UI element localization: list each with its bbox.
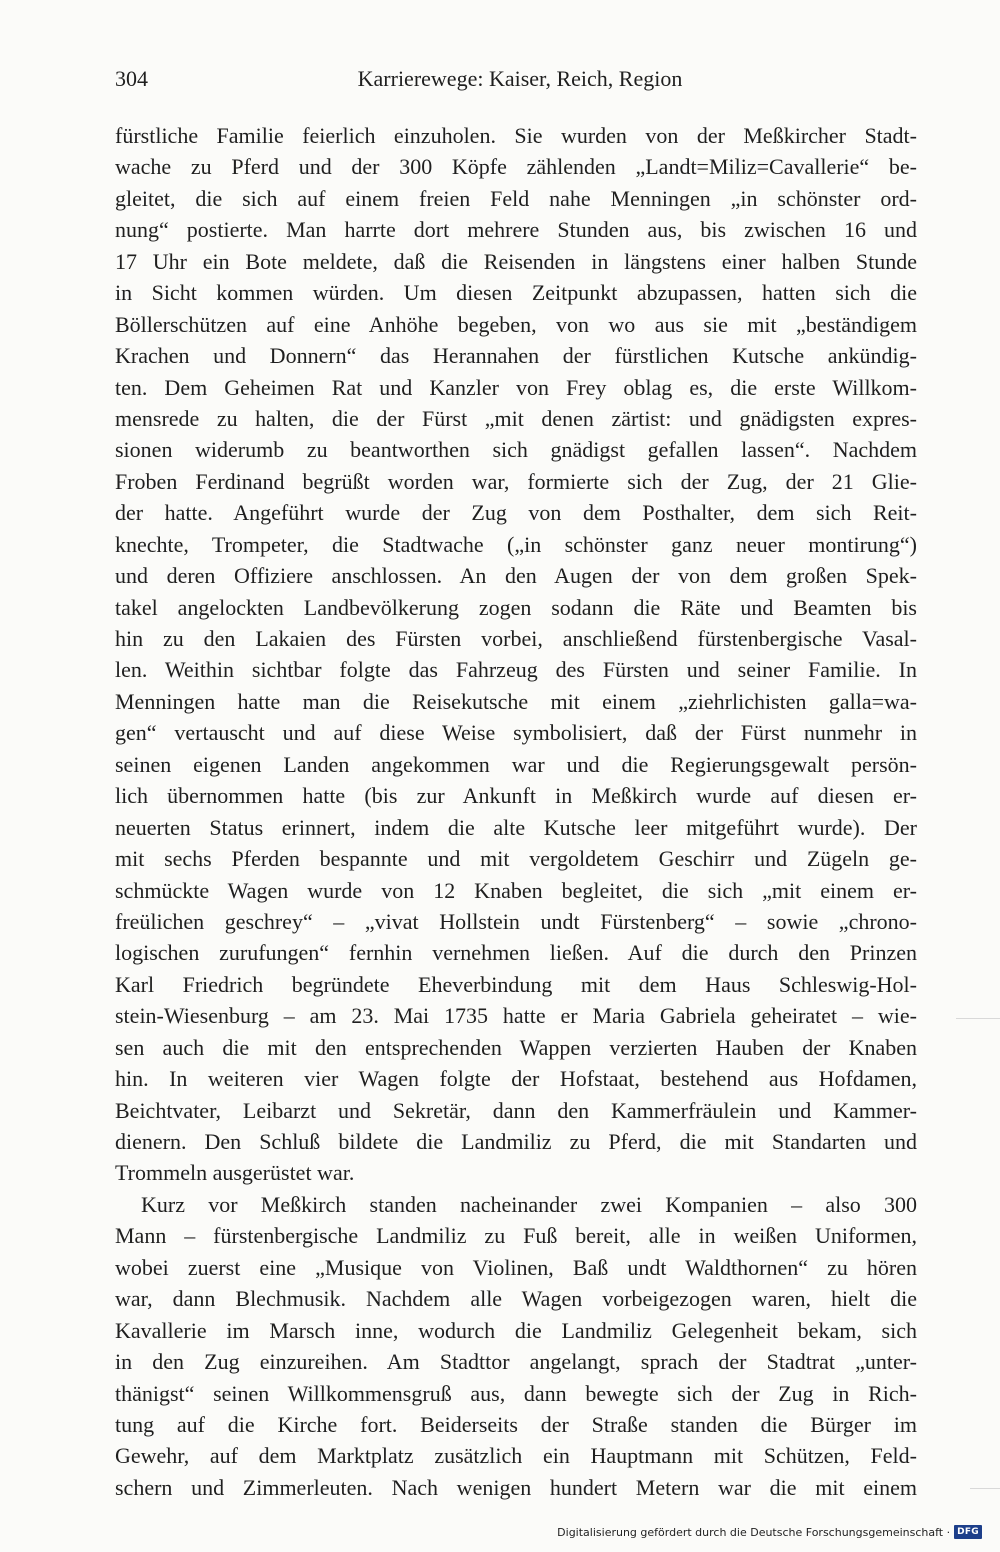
text-line: neuerten Status erinnert, indem die alte Kutsche leer mitgeführt wurde). Der: [115, 814, 917, 840]
text-line: dienern. Den Schluß bildete die Landmiliz zu Pferd, die mit Standarten und: [115, 1129, 917, 1154]
scan-edge-mark: [970, 1488, 1000, 1489]
text-line: stein-Wiesenburg – am 23. Mai 1735 hatte er Maria Gabriela geheiratet – wie-: [115, 1003, 917, 1029]
text-line: in Sicht kommen würden. Um diesen Zeitpunkt abzupassen, hatten sich die: [115, 280, 917, 306]
text-line: nung“ postierte. Man harrte dort mehrere Stunden aus, bis zwischen 16 und: [115, 217, 917, 243]
text-line: thänigst“ seinen Willkommensgruß aus, dann bewegte sich der Zug in Rich-: [115, 1380, 917, 1406]
text-line: sionen widerumb zu beantworthen sich gnädigst gefallen lassen“. Nachdem: [115, 437, 917, 463]
digitization-credit: [557, 1523, 982, 1541]
text-line: mensrede zu halten, die der Fürst „mit denen zärtist: und gnädigsten expres-: [115, 405, 917, 431]
text-line: Beichtvater, Leibarzt und Sekretär, dann den Kammerfräulein und Kammer-: [115, 1097, 917, 1123]
scan-edge-mark: [956, 1018, 1000, 1019]
text-line: takel angelockten Landbevölkerung zogen sodann die Räte und Beamten bis: [115, 594, 917, 620]
credit-text: Digitalisierung gefördert durch die Deutsche Forschungsgemeinschaft ·: [557, 1525, 951, 1539]
text-line: Menningen hatte man die Reisekutsche mit einem „ziehrlichisten galla=wa-: [115, 688, 917, 714]
text-line: schern und Zimmerleuten. Nach wenigen hundert Metern war die mit einem: [115, 1474, 917, 1500]
text-line: Trommeln ausgerüstet war.: [115, 1160, 355, 1186]
text-line: mit sechs Pferden bespannte und mit vergoldetem Geschirr und Zügeln ge-: [115, 846, 917, 872]
text-line: Kavallerie im Marsch inne, wodurch die Landmiliz Gelegenheit bekam, sich: [115, 1317, 917, 1343]
text-line: Krachen und Donnern“ das Herannahen der fürstlichen Kutsche ankündig-: [115, 343, 917, 369]
text-line: seinen eigenen Landen angekommen war und die Regierungsgewalt persön-: [115, 751, 917, 777]
text-line: hin. In weiteren vier Wagen folgte der Hofstaat, bestehend aus Hofdamen,: [115, 1066, 917, 1092]
text-line: schmückte Wagen wurde von 12 Knaben begleitet, die sich „mit einem er-: [115, 877, 917, 903]
text-line: Böllerschützen auf eine Anhöhe begeben, von wo aus sie mit „beständigem: [115, 311, 917, 337]
text-line: Kurz vor Meßkirch standen nacheinander zwei Kompanien – also 300: [141, 1191, 917, 1217]
text-line: len. Weithin sichtbar folgte das Fahrzeug des Fürsten und seiner Familie. In: [115, 657, 917, 683]
text-line: knechte, Trompeter, die Stadtwache („in schönster ganz neuer montirung“): [115, 531, 917, 557]
text-line: lich übernommen hatte (bis zur Ankunft in Meßkirch wurde auf diesen er-: [115, 783, 917, 809]
text-line: gleitet, die sich auf einem freien Feld nahe Menningen „in schönster ord-: [115, 185, 917, 211]
text-line: Karl Friedrich begründete Eheverbindung mit dem Haus Schleswig-Hol-: [115, 971, 917, 997]
text-line: der hatte. Angeführt wurde der Zug von dem Posthalter, dem sich Reit-: [115, 500, 917, 526]
text-line: wache zu Pferd und der 300 Köpfe zählenden „Landt=Miliz=Cavallerie“ be-: [115, 154, 917, 180]
body-text: [115, 120, 917, 1503]
text-line: fürstliche Familie feierlich einzuholen. Sie wurden von der Meßkircher Stadt-: [115, 123, 917, 148]
text-line: Mann – fürstenbergische Landmiliz zu Fuß bereit, alle in weißen Uniformen,: [115, 1223, 917, 1249]
text-line: und deren Offiziere anschlossen. An den Augen der von dem großen Spek-: [115, 563, 917, 589]
text-line: hin zu den Lakaien des Fürsten vorbei, anschließend fürstenbergische Vasal-: [115, 626, 917, 651]
page-number: 304: [115, 66, 148, 91]
paragraph: [115, 120, 917, 1189]
text-line: tung auf die Kirche fort. Beiderseits der Straße standen die Bürger im: [115, 1411, 917, 1437]
running-title: Karrierewege: Kaiser, Reich, Region: [357, 66, 683, 91]
text-line: sen auch die mit den entsprechenden Wappen verzierten Hauben der Knaben: [115, 1034, 917, 1060]
text-line: freülichen geschrey“ – „vivat Hollstein undt Fürstenberg“ – sowie „chrono-: [115, 908, 917, 934]
paragraph: [115, 1189, 917, 1503]
text-line: war, dann Blechmusik. Nachdem alle Wagen vorbeigezogen waren, hielt die: [115, 1286, 917, 1312]
text-line: logischen zurufungen“ fernhin vernehmen ließen. Auf die durch den Prinzen: [115, 940, 917, 966]
text-line: Gewehr, auf dem Marktplatz zusätzlich ein Hauptmann mit Schützen, Feld-: [115, 1443, 917, 1469]
text-line: in den Zug einzureihen. Am Stadttor angelangt, sprach der Stadtrat „unter-: [115, 1349, 917, 1375]
text-line: Froben Ferdinand begrüßt worden war, formierte sich der Zug, der 21 Glie-: [115, 468, 917, 494]
page-header: [115, 66, 915, 98]
text-line: wobei zuerst eine „Musique von Violinen, Baß undt Waldthornen“ zu hören: [115, 1254, 917, 1280]
text-line: ten. Dem Geheimen Rat und Kanzler von Frey oblag es, die erste Willkom-: [115, 374, 917, 400]
text-line: 17 Uhr ein Bote meldete, daß die Reisenden in längstens einer halben Stunde: [115, 248, 917, 274]
text-line: gen“ vertauscht und auf diese Weise symbolisiert, daß der Fürst nunmehr in: [115, 720, 917, 746]
dfg-logo: DFG: [954, 1525, 982, 1539]
